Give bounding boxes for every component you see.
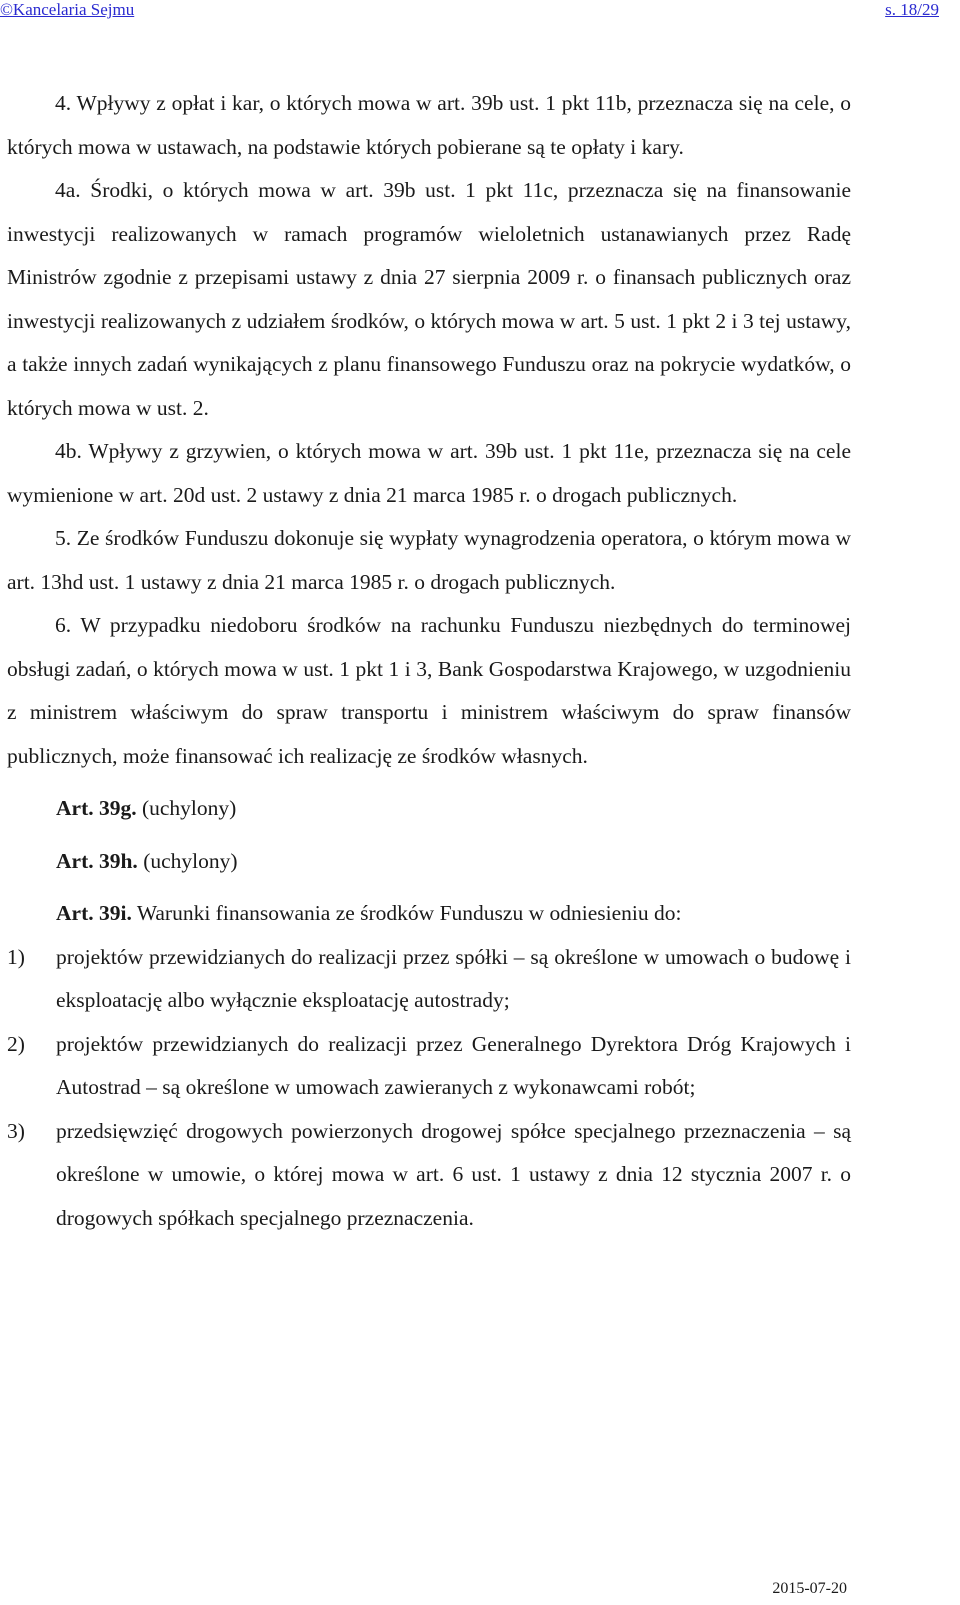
list-item-number: 1)	[7, 944, 25, 969]
article-label: Art. 39h.	[56, 848, 138, 873]
article-39h	[7, 840, 851, 884]
paragraph-4: 4. Wpływy z opłat i kar, o których mowa w art. 39b ust. 1 pkt 11b, przeznacza się na cele, o których mowa w ustawach, na podstawie których pobierane są te opłaty i kary.	[7, 91, 851, 159]
paragraph-4b: 4b. Wpływy z grzywien, o których mowa w art. 39b ust. 1 pkt 11e, przeznacza się na cele wymienione w art. 20d ust. 2 ustawy z dnia 21 marca 1985 r. o drogach publicznych.	[7, 439, 851, 507]
copyright-link[interactable]: ©Kancelaria Sejmu	[0, 0, 135, 19]
list-item-text: projektów przewidzianych do realizacji przez spółki – są określone w umowach o budowę i eksploatację albo wyłącznie eksploatację autostrady;	[56, 944, 851, 1012]
paragraph-6: 6. W przypadku niedoboru środków na rachunku Funduszu niezbędnych do terminowej obsługi zadań, o których mowa w ust. 1 pkt 1 i 3, Bank Gospodarstwa Krajowego, w uzgodnieniu z ministrem właściwym do spraw transportu i ministrem właściwym do spraw finansów publicznych, może finansować ich realizację ze środków własnych.	[7, 613, 851, 768]
article-39i	[7, 892, 851, 936]
article-39g	[7, 787, 851, 831]
article-label: Art. 39i.	[56, 901, 132, 925]
document-body	[7, 82, 851, 1240]
paragraph-4a: 4a. Środki, o których mowa w art. 39b ust. 1 pkt 11c, przeznacza się na finansowanie inwestycji realizowanych w ramach programów wieloletnich ustanawianych przez Radę Ministrów zgodnie z przepisami ustawy z dnia 27 sierpnia 2009 r. o finansach publicznych oraz inwestycji realizowanych z udziałem środków, o których mowa w art. 5 ust. 1 pkt 2 i 3 tej ustawy, a także innych zadań wynikających z planu finansowego Funduszu oraz na pokrycie wydatków, o których mowa w ust. 2.	[7, 178, 851, 420]
article-label: Art. 39g.	[56, 796, 137, 820]
article-text: (uchylony)	[137, 848, 238, 873]
list-item	[7, 1023, 851, 1110]
list-item	[7, 1110, 851, 1241]
document-date: 2015-07-20	[772, 1580, 847, 1597]
article-text: (uchylony)	[136, 796, 237, 820]
article-text: Warunki finansowania ze środków Funduszu w odniesieniu do:	[131, 901, 682, 925]
list-item	[7, 936, 851, 1023]
list-item-text: projektów przewidzianych do realizacji przez Generalnego Dyrektora Dróg Krajowych i Autostrad – są określone w umowach zawieranych z wykonawcami robót;	[56, 1031, 851, 1099]
list-item-number: 2)	[7, 1031, 25, 1056]
list-item-number: 3)	[7, 1118, 25, 1143]
paragraph-5: 5. Ze środków Funduszu dokonuje się wypłaty wynagrodzenia operatora, o którym mowa w art. 13hd ust. 1 ustawy z dnia 21 marca 1985 r. o drogach publicznych.	[7, 526, 851, 594]
page-number[interactable]: s. 18/29	[885, 0, 939, 19]
page-header	[0, 0, 960, 24]
conditions-list	[7, 936, 851, 1241]
list-item-text: przedsięwzięć drogowych powierzonych drogowej spółce specjalnego przeznaczenia – są określone w umowie, o której mowa w art. 6 ust. 1 ustawy z dnia 12 stycznia 2007 r. o drogowych spółkach specjalnego przeznaczenia.	[56, 1118, 851, 1230]
